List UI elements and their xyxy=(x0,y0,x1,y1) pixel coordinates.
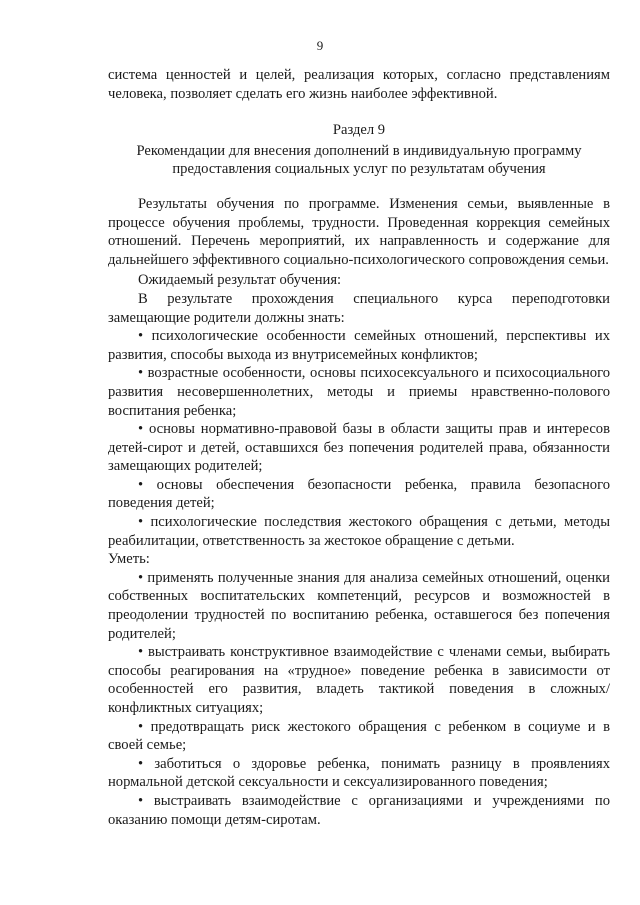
skill-item: • выстраивать взаимодействие с организациями и учреждениями по оказанию помощи детям-сиротам. xyxy=(108,792,610,828)
know-item: • возрастные особенности, основы психосексуального и психосоциального развития несовершеннолетних, методы и приемы нравственно-полового воспитания ребенка; xyxy=(108,365,610,419)
know-item: • основы обеспечения безопасности ребенка, правила безопасного поведения детей; xyxy=(108,476,610,512)
skills-label: Уметь: xyxy=(108,551,150,568)
skill-item: • выстраивать конструктивное взаимодействие с членами семьи, выбирать способы реагирования на «трудное» поведение ребенка в зависимости от особенностей его развития, владеть тактикой поведения в сложных/конфликтных ситуациях; xyxy=(108,644,610,716)
skill-item: • заботиться о здоровье ребенка, понимать разницу в проявлениях нормальной детской сексуальности и сексуализированного поведения; xyxy=(108,755,610,791)
know-item: • психологические последствия жестокого обращения с детьми, методы реабилитации, ответственность за жестокое обращение с детьми. xyxy=(108,514,610,549)
know-item: • психологические особенности семейных отношений, перспективы их развития, способы выхода из внутрисемейных конфликтов; xyxy=(108,328,610,363)
section-heading xyxy=(108,121,610,179)
intro-paragraph: система ценностей и целей, реализация которых, согласно представлениям человека, позволяет сделать его жизнь наиболее эффективной. xyxy=(108,67,610,102)
results-paragraph: Результаты обучения по программе. Изменения семьи, выявленные в процессе обучения проблемы, трудности. Проведенная коррекция семейных отношений. Перечень мероприятий, их направленность и содержание для дальнейшего эффективного социально-психологического сопровождения семьи. xyxy=(108,195,610,268)
section-label: Раздел 9 xyxy=(332,122,386,139)
expected-result-label: Ожидаемый результат обучения: xyxy=(138,272,342,289)
know-item: • основы нормативно-правовой базы в области защиты прав и интересов детей-сирот и детей, оставшихся без попечения родителей права, обязанности замещающих родителей; xyxy=(108,421,610,475)
know-intro: В результате прохождения специального курса переподготовки замещающие родители должны знать: xyxy=(108,290,610,326)
skill-item: • предотвращать риск жестокого обращения с ребенком в социуме и в своей семье; xyxy=(108,718,610,754)
skill-item: • применять полученные знания для анализа семейных отношений, оценки собственных воспитательских компетенций, ресурсов и возможностей в преодолении трудностей по воспитанию ребенка, оставшегося без попечения родителей; xyxy=(108,569,610,642)
page-number: 9 xyxy=(316,38,324,53)
section-title-line-1: Рекомендации для внесения дополнений в индивидуальную программу xyxy=(136,142,582,159)
section-title-line-2: предоставления социальных услуг по результатам обучения xyxy=(172,161,546,178)
page-content xyxy=(108,66,610,829)
